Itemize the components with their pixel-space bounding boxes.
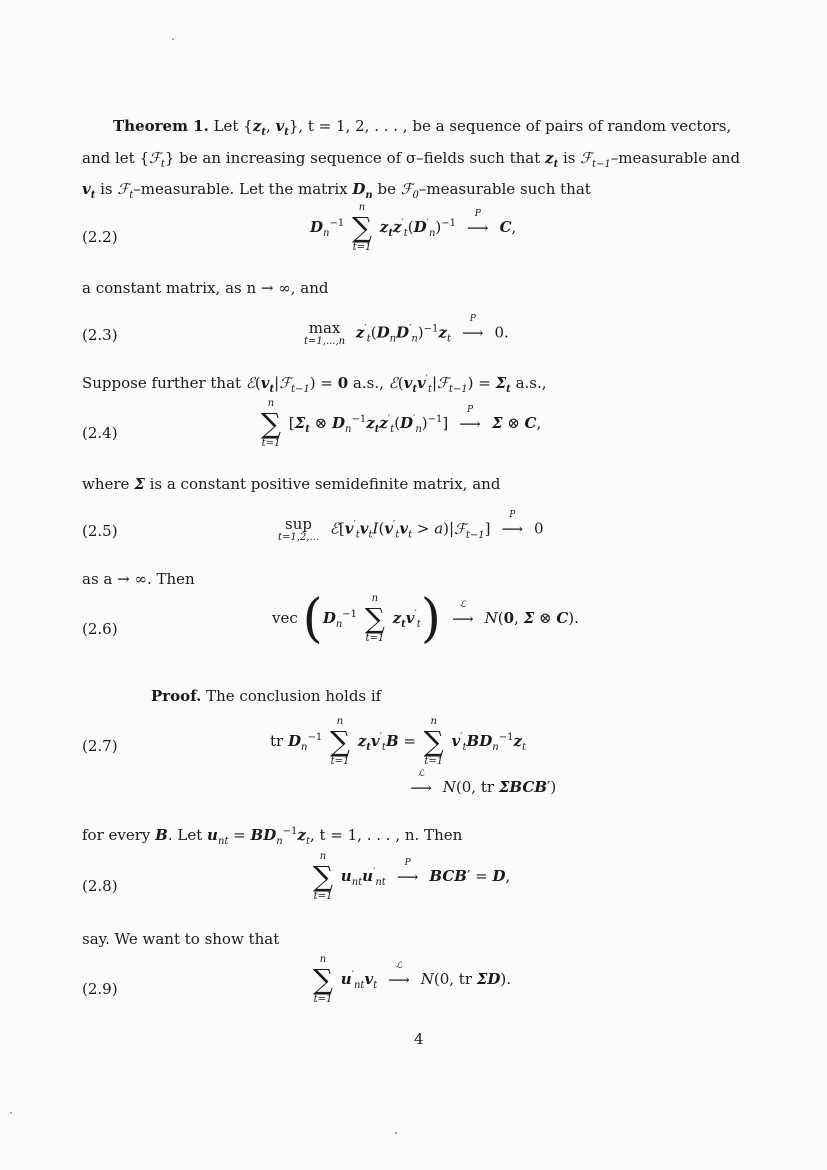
theorem-paragraph: Theorem 1. Let {$z_t$, $v_t$}, t = 1, 2, . . . , be a sequence of pairs of random vectors, and let {ℱ$_t$} be an increasing sequence of σ–fields such that $z_t$ is ℱ$_{t-1}$–measurable and $v_t$ is ℱ$_t$–measurable. Let the matrix $D_n$ be ℱ$_0$–measurable such that — [82, 117, 741, 201]
proof-paragraph: Proof. The conclusion holds if — [151, 687, 382, 705]
equation-2-5: (2.5) sup t=1,2,... $ℰ[v'_tv_tI(v'_tv_t$ > a)|ℱ$_{t-1}$] P ⟶ 0 — [82, 510, 544, 543]
equation-number: (2.8) — [82, 877, 118, 895]
equation-number: (2.5) — [82, 522, 118, 540]
text-after-2-4: where Σ is a constant positive semidefinite matrix, and — [82, 475, 501, 493]
equation-number: (2.7) — [82, 737, 118, 755]
equation-number: (2.9) — [82, 980, 118, 998]
scan-speck — [395, 1132, 397, 1134]
proof-label: Proof. — [151, 687, 202, 705]
equation-number: (2.4) — [82, 424, 118, 442]
text-after-2-8: say. We want to show that — [82, 930, 280, 948]
equation-2-4: (2.4) n ∑ t=1 [$\Sigma_t$ ⊗ $D_n^{-1}z_tz'_t(D'_n)^{-1}$] P ⟶ Σ ⊗ C, — [82, 398, 542, 449]
equation-number: (2.6) — [82, 620, 118, 638]
text-after-2-5: as a → ∞. Then — [82, 570, 195, 588]
theorem-label: Theorem 1. — [113, 117, 209, 135]
equation-number: (2.2) — [82, 228, 118, 246]
page-number: 4 — [414, 1030, 424, 1048]
text-after-2-3: Suppose further that $ℰ(v_t|ℱ_{t-1}) = 0$ a.s., $ℰ(v_tv'_t|ℱ_{t-1}) = \Sigma_t$ a.s., — [82, 374, 547, 395]
equation-2-7: (2.7) tr $D_n^{-1}$ n ∑ t=1 $z_tv'_tB$ = n ∑ t=1 $v'_tBD_n^{-1}z_t$ ℒ ⟶ N(0, tr ΣBCB′) — [82, 716, 557, 797]
equation-2-8: (2.8) n ∑ t=1 $u_{nt}u'_{nt}$ P ⟶ BCB′ = D, — [82, 851, 511, 902]
equation-2-3: (2.3) max t=1,...,n $z'_t(D_nD'_n)^{-1}z_t$ P ⟶ 0. — [82, 314, 509, 347]
equation-2-2: (2.2) $D_n^{-1}$ n ∑ t=1 $z_tz'_t(D'_n)^{-1}$ P ⟶ C, — [82, 202, 517, 253]
scan-speck — [10, 1112, 12, 1114]
scan-speck — [172, 38, 174, 40]
equation-2-9: (2.9) n ∑ t=1 $u'_{nt}v_t$ ℒ ⟶ N(0, tr ΣD). — [82, 954, 512, 1005]
text-after-2-2: a constant matrix, as n → ∞, and — [82, 279, 329, 297]
equation-2-6: (2.6) vec ($D_n^{-1}$ n ∑ t=1 $z_tv'_t$) ℒ ⟶ N(0, Σ ⊗ C). — [82, 589, 579, 649]
equation-number: (2.3) — [82, 326, 118, 344]
text-after-2-7: for every B. Let $u_{nt} = BD_n^{-1}z_t$, t = 1, . . . , n. Then — [82, 826, 463, 847]
